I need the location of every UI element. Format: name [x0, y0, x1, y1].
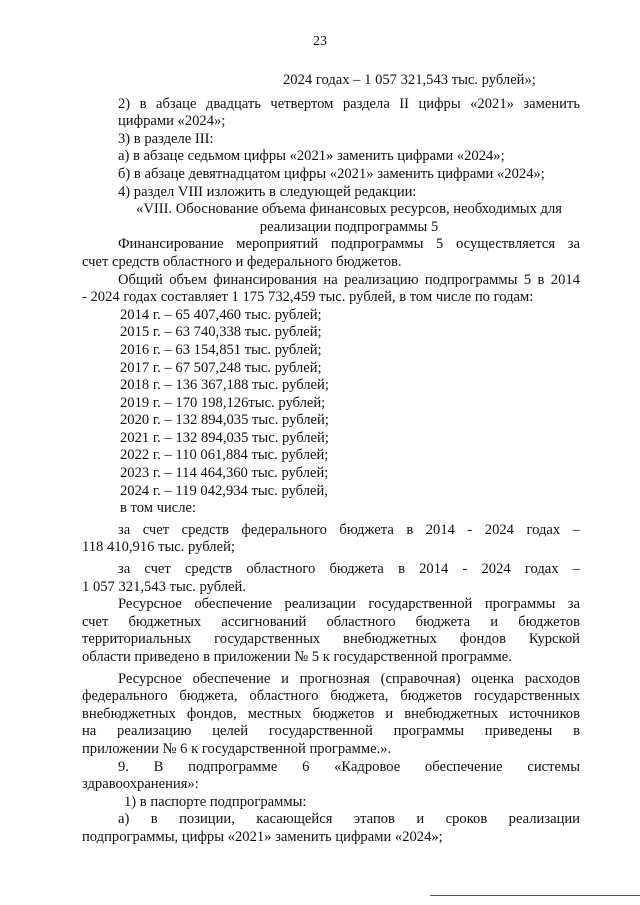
section-heading: «VIII. Обоснование объема финансовых ресурсов, необходимых для [136, 201, 562, 218]
text-line: цифрами «2024»; [118, 113, 226, 130]
text-line: на реализацию целей государственной программы приведены в [82, 723, 580, 740]
year-item: 2023 г. – 114 464,360 тыс. рублей; [120, 465, 329, 482]
text-line: счет бюджетных ассигнований областного бюджета и бюджетов [82, 613, 580, 630]
text-line: б) в абзаце девятнадцатом цифры «2021» заменить цифрами «2024»; [118, 165, 545, 182]
text-line: Ресурсное обеспечение реализации государственной программы за [118, 596, 580, 613]
text-line: 1) в паспорте подпрограммы: [124, 793, 307, 810]
text-line: за счет средств федерального бюджета в 2014 - 2024 годах – [118, 521, 580, 538]
year-item: 2020 г. – 132 894,035 тыс. рублей; [120, 412, 329, 429]
page-number: 23 [313, 34, 327, 49]
text-line: здравоохранения»: [82, 776, 199, 793]
text-line: 2) в абзаце двадцать четвертом раздела II цифры «2021» заменить [118, 95, 580, 112]
text-line: а) в позиции, касающейся этапов и сроков реализации [118, 811, 580, 828]
year-item: 2024 г. – 119 042,934 тыс. рублей, [120, 482, 328, 499]
text-line: 1 057 321,543 тыс. рублей. [82, 578, 247, 595]
year-item: 2022 г. – 110 061,884 тыс. рублей; [120, 447, 329, 464]
year-item: 2018 г. – 136 367,188 тыс. рублей; [120, 377, 329, 394]
text-line: Ресурсное обеспечение и прогнозная (справочная) оценка расходов [118, 670, 580, 687]
text-line: территориальных государственных внебюджетных фондов Курской [82, 631, 580, 648]
text-line: области приведено в приложении № 5 к государственной программе. [82, 649, 512, 665]
text-line: подпрограммы, цифры «2021» заменить цифрами «2024»; [82, 828, 443, 845]
text-line: 2024 годах – 1 057 321,543 тыс. рублей»; [283, 72, 536, 88]
year-item: 2017 г. – 67 507,248 тыс. рублей; [120, 359, 322, 376]
document-body [82, 72, 580, 847]
text-line: 118 410,916 тыс. рублей; [82, 539, 235, 556]
text-line: в том числе: [120, 500, 197, 517]
scan-edge-line [430, 895, 640, 896]
funding-by-year-list [118, 307, 580, 501]
year-item: 2021 г. – 132 894,035 тыс. рублей; [120, 429, 329, 446]
text-line: приложении № 6 к государственной программе.». [82, 740, 392, 757]
text-line: счет средств областного и федерального бюджетов. [82, 253, 402, 270]
text-line: а) в абзаце седьмом цифры «2021» заменить цифрами «2024»; [118, 148, 505, 165]
text-line: 4) раздел VIII изложить в следующей редакции: [118, 183, 417, 200]
text-line: 9. В подпрограмме 6 «Кадровое обеспечение системы [118, 758, 580, 775]
text-line: за счет средств областного бюджета в 2014 - 2024 годах – [118, 561, 580, 578]
year-item: 2019 г. – 170 198,126тыс. рублей; [120, 394, 326, 411]
year-item: 2014 г. – 65 407,460 тыс. рублей; [120, 306, 322, 323]
text-line: 3) в разделе III: [118, 130, 214, 147]
text-line: федерального бюджета, областного бюджета, бюджетов государственных [82, 688, 580, 705]
text-line: Финансирование мероприятий подпрограммы 5 осуществляется за [118, 236, 580, 253]
text-line: - 2024 годах составляет 1 175 732,459 тыс. рублей, в том числе по годам: [82, 289, 534, 306]
text-line: Общий объем финансирования на реализацию подпрограммы 5 в 2014 [118, 271, 580, 288]
year-item: 2015 г. – 63 740,338 тыс. рублей; [120, 324, 322, 341]
text-line: внебюджетных фондов, местных бюджетов и внебюджетных источников [82, 705, 580, 722]
year-item: 2016 г. – 63 154,851 тыс. рублей; [120, 341, 322, 358]
section-heading: реализации подпрограммы 5 [259, 218, 439, 235]
